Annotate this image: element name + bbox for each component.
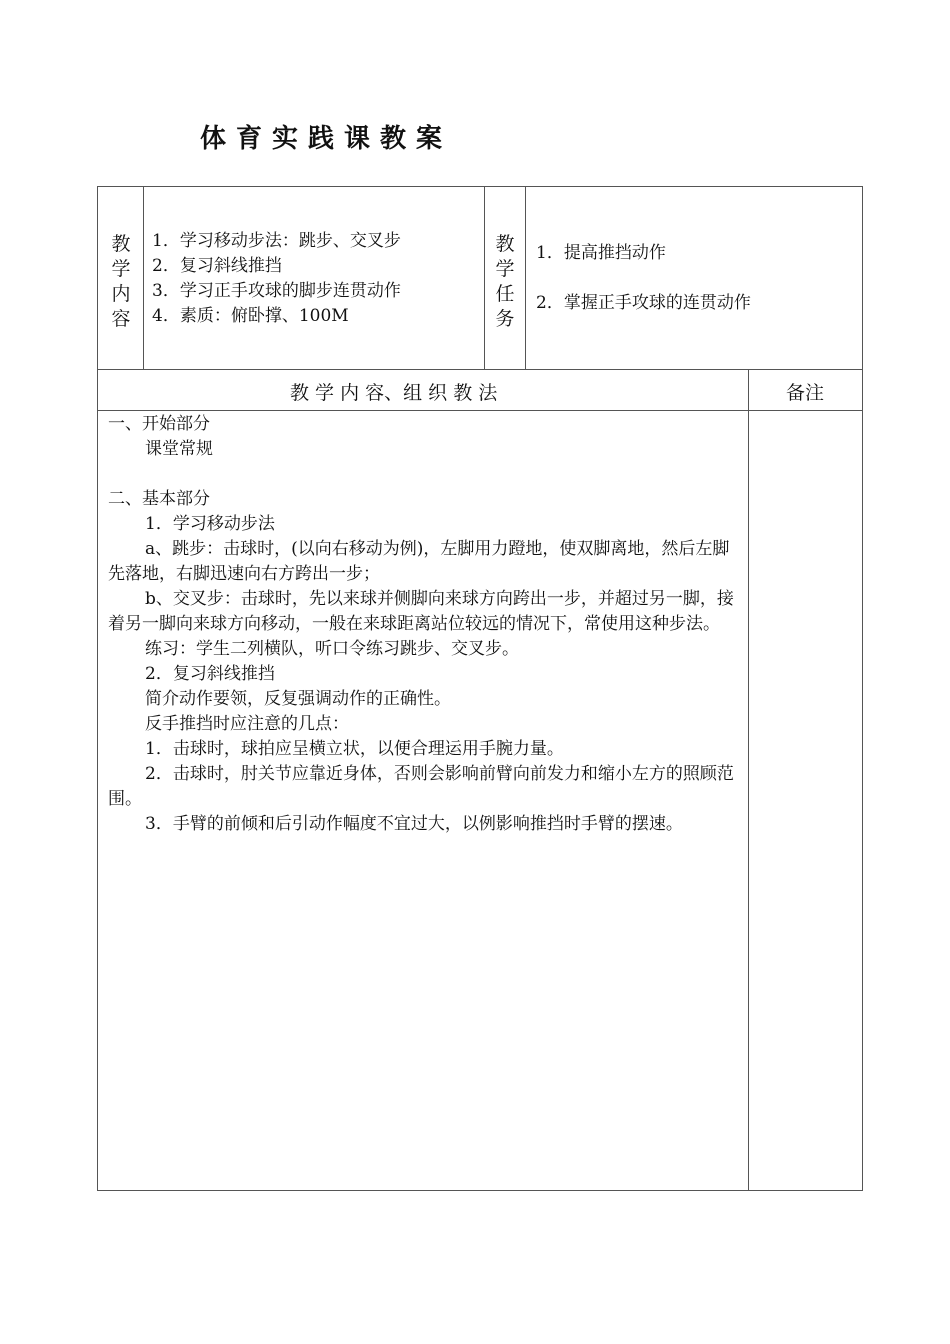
body-line: 简介动作要领，反复强调动作的正确性。 <box>145 689 451 709</box>
section-heading: 二、基本部分 <box>108 489 210 509</box>
content-item: 1．学习移动步法：跳步、交叉步 <box>152 231 401 251</box>
task-item: 1．提高推挡动作 <box>536 243 666 263</box>
content-item: 3．学习正手攻球的脚步连贯动作 <box>152 281 401 301</box>
task-label-char: 务 <box>495 308 515 330</box>
subheading: 2．复习斜线推挡 <box>145 664 275 684</box>
content-label-char: 学 <box>111 258 131 280</box>
task-label-char: 教 <box>495 233 515 255</box>
body-paragraph: 2．击球时，肘关节应靠近身体，否则会影响前臂向前发力和缩小左方的照顾范围。 <box>108 764 734 809</box>
content-label-char: 内 <box>111 283 131 305</box>
lesson-body <box>108 412 743 837</box>
blank-line <box>108 462 743 487</box>
cell-divider <box>143 186 144 369</box>
task-label <box>490 232 520 332</box>
page-title: 体育实践课教案 <box>200 124 453 154</box>
content-item: 2．复习斜线推挡 <box>152 256 282 276</box>
body-paragraph: a、跳步：击球时，(以向右移动为例)，左脚用力蹬地，使双脚离地，然后左脚先落地，右脚迅速向右方跨出一步； <box>108 539 730 584</box>
content-label-char: 容 <box>111 308 131 330</box>
subheading: 1．学习移动步法 <box>145 514 275 534</box>
body-line: 1．击球时，球拍应呈横立状，以便合理运用手腕力量。 <box>145 739 564 759</box>
note-column-header: 备注 <box>786 382 825 404</box>
table-border-right <box>862 186 863 1191</box>
body-line: 反手推挡时应注意的几点： <box>145 714 349 734</box>
task-label-char: 任 <box>495 283 515 305</box>
cell-divider <box>525 186 526 369</box>
task-label-char: 学 <box>495 258 515 280</box>
content-item: 4．素质：俯卧撑、100M <box>152 306 349 326</box>
table-border-top <box>97 186 863 187</box>
body-paragraph: b、交叉步：击球时，先以来球并侧脚向来球方向跨出一步，并超过另一脚，接着另一脚向来球方向移动，一般在来球距离站位较远的情况下，常使用这种步法。 <box>108 589 734 634</box>
content-items <box>152 229 401 329</box>
body-line: 3．手臂的前倾和后引动作幅度不宜过大，以例影响推挡时手臂的摆速。 <box>145 814 683 834</box>
content-label-char: 教 <box>111 233 131 255</box>
body-line: 课堂常规 <box>145 439 213 459</box>
task-item: 2．掌握正手攻球的连贯动作 <box>536 293 751 313</box>
note-column-divider <box>748 369 749 1191</box>
cell-divider <box>484 186 485 369</box>
section-heading: 一、开始部分 <box>108 414 210 434</box>
main-column-header: 教 学 内 容、组 织 教 法 <box>290 382 498 404</box>
body-line: 练习：学生二列横队，听口令练习跳步、交叉步。 <box>145 639 519 659</box>
content-label <box>106 232 136 332</box>
table-border-left <box>97 186 98 1191</box>
